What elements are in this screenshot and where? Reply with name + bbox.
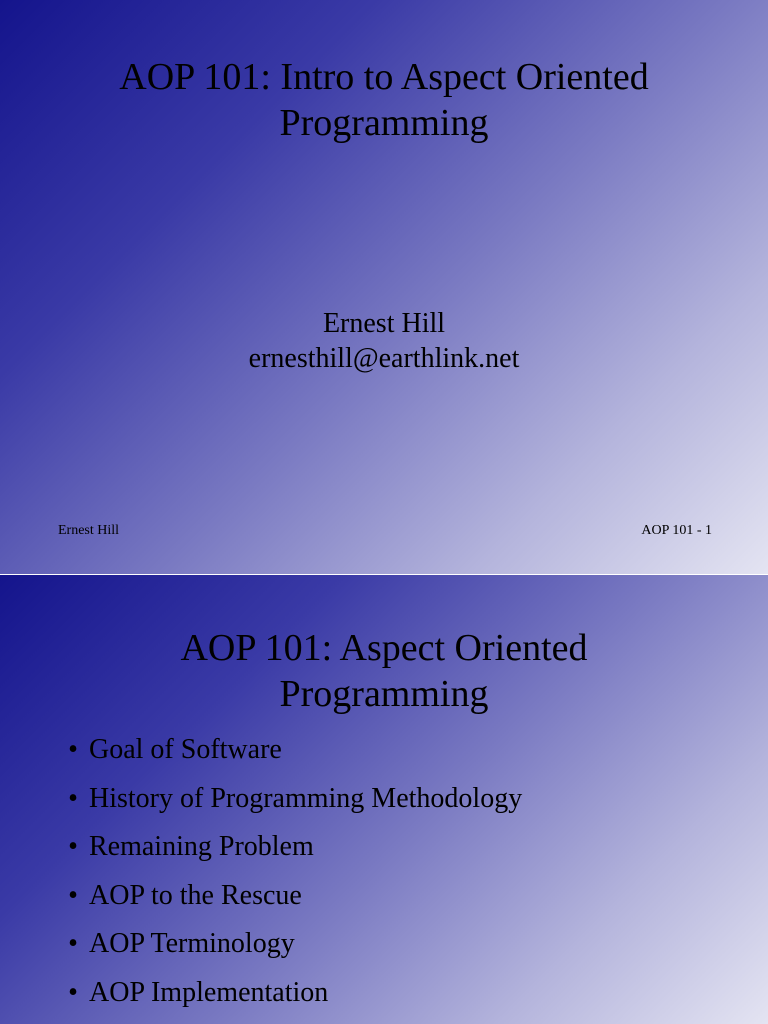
bullet-icon: • xyxy=(68,831,78,862)
slide-title-line-2: Programming xyxy=(279,673,489,715)
bullet-icon: • xyxy=(68,734,78,765)
bullet-icon: • xyxy=(68,879,78,911)
slide-title-line-1: AOP 101: Aspect Oriented xyxy=(180,627,588,669)
slide-2 xyxy=(0,575,768,1024)
bullet-text: AOP to the Rescue xyxy=(89,879,302,911)
author-email: ernesthill@earthlink.net xyxy=(248,343,520,374)
slide-footer-author: Ernest Hill xyxy=(58,523,120,538)
bullet-item xyxy=(0,878,768,927)
bullet-item xyxy=(0,975,768,1024)
bullet-item xyxy=(0,926,768,975)
author-name: Ernest Hill xyxy=(322,308,446,339)
bullet-icon: • xyxy=(68,782,78,814)
slide-footer-number: AOP 101 - 1 xyxy=(641,523,712,538)
bullet-text: Goal of Software xyxy=(89,734,282,765)
author-block xyxy=(0,306,768,376)
bullet-item xyxy=(0,781,768,830)
bullet-icon: • xyxy=(68,976,78,1008)
bullet-item xyxy=(0,732,768,781)
bullet-text: History of Programming Methodology xyxy=(89,782,523,814)
bullet-list xyxy=(0,732,768,1023)
bullet-item xyxy=(0,829,768,878)
bullet-icon: • xyxy=(68,928,78,959)
bullet-text: AOP Implementation xyxy=(89,976,329,1008)
slide-title xyxy=(0,54,768,146)
bullet-text: AOP Terminology xyxy=(89,928,295,959)
slide-title-line-1: AOP 101: Intro to Aspect Oriented xyxy=(119,56,649,98)
bullet-text: Remaining Problem xyxy=(89,831,314,862)
slide-title-line-2: Programming xyxy=(279,102,489,144)
slide-title xyxy=(0,625,768,717)
